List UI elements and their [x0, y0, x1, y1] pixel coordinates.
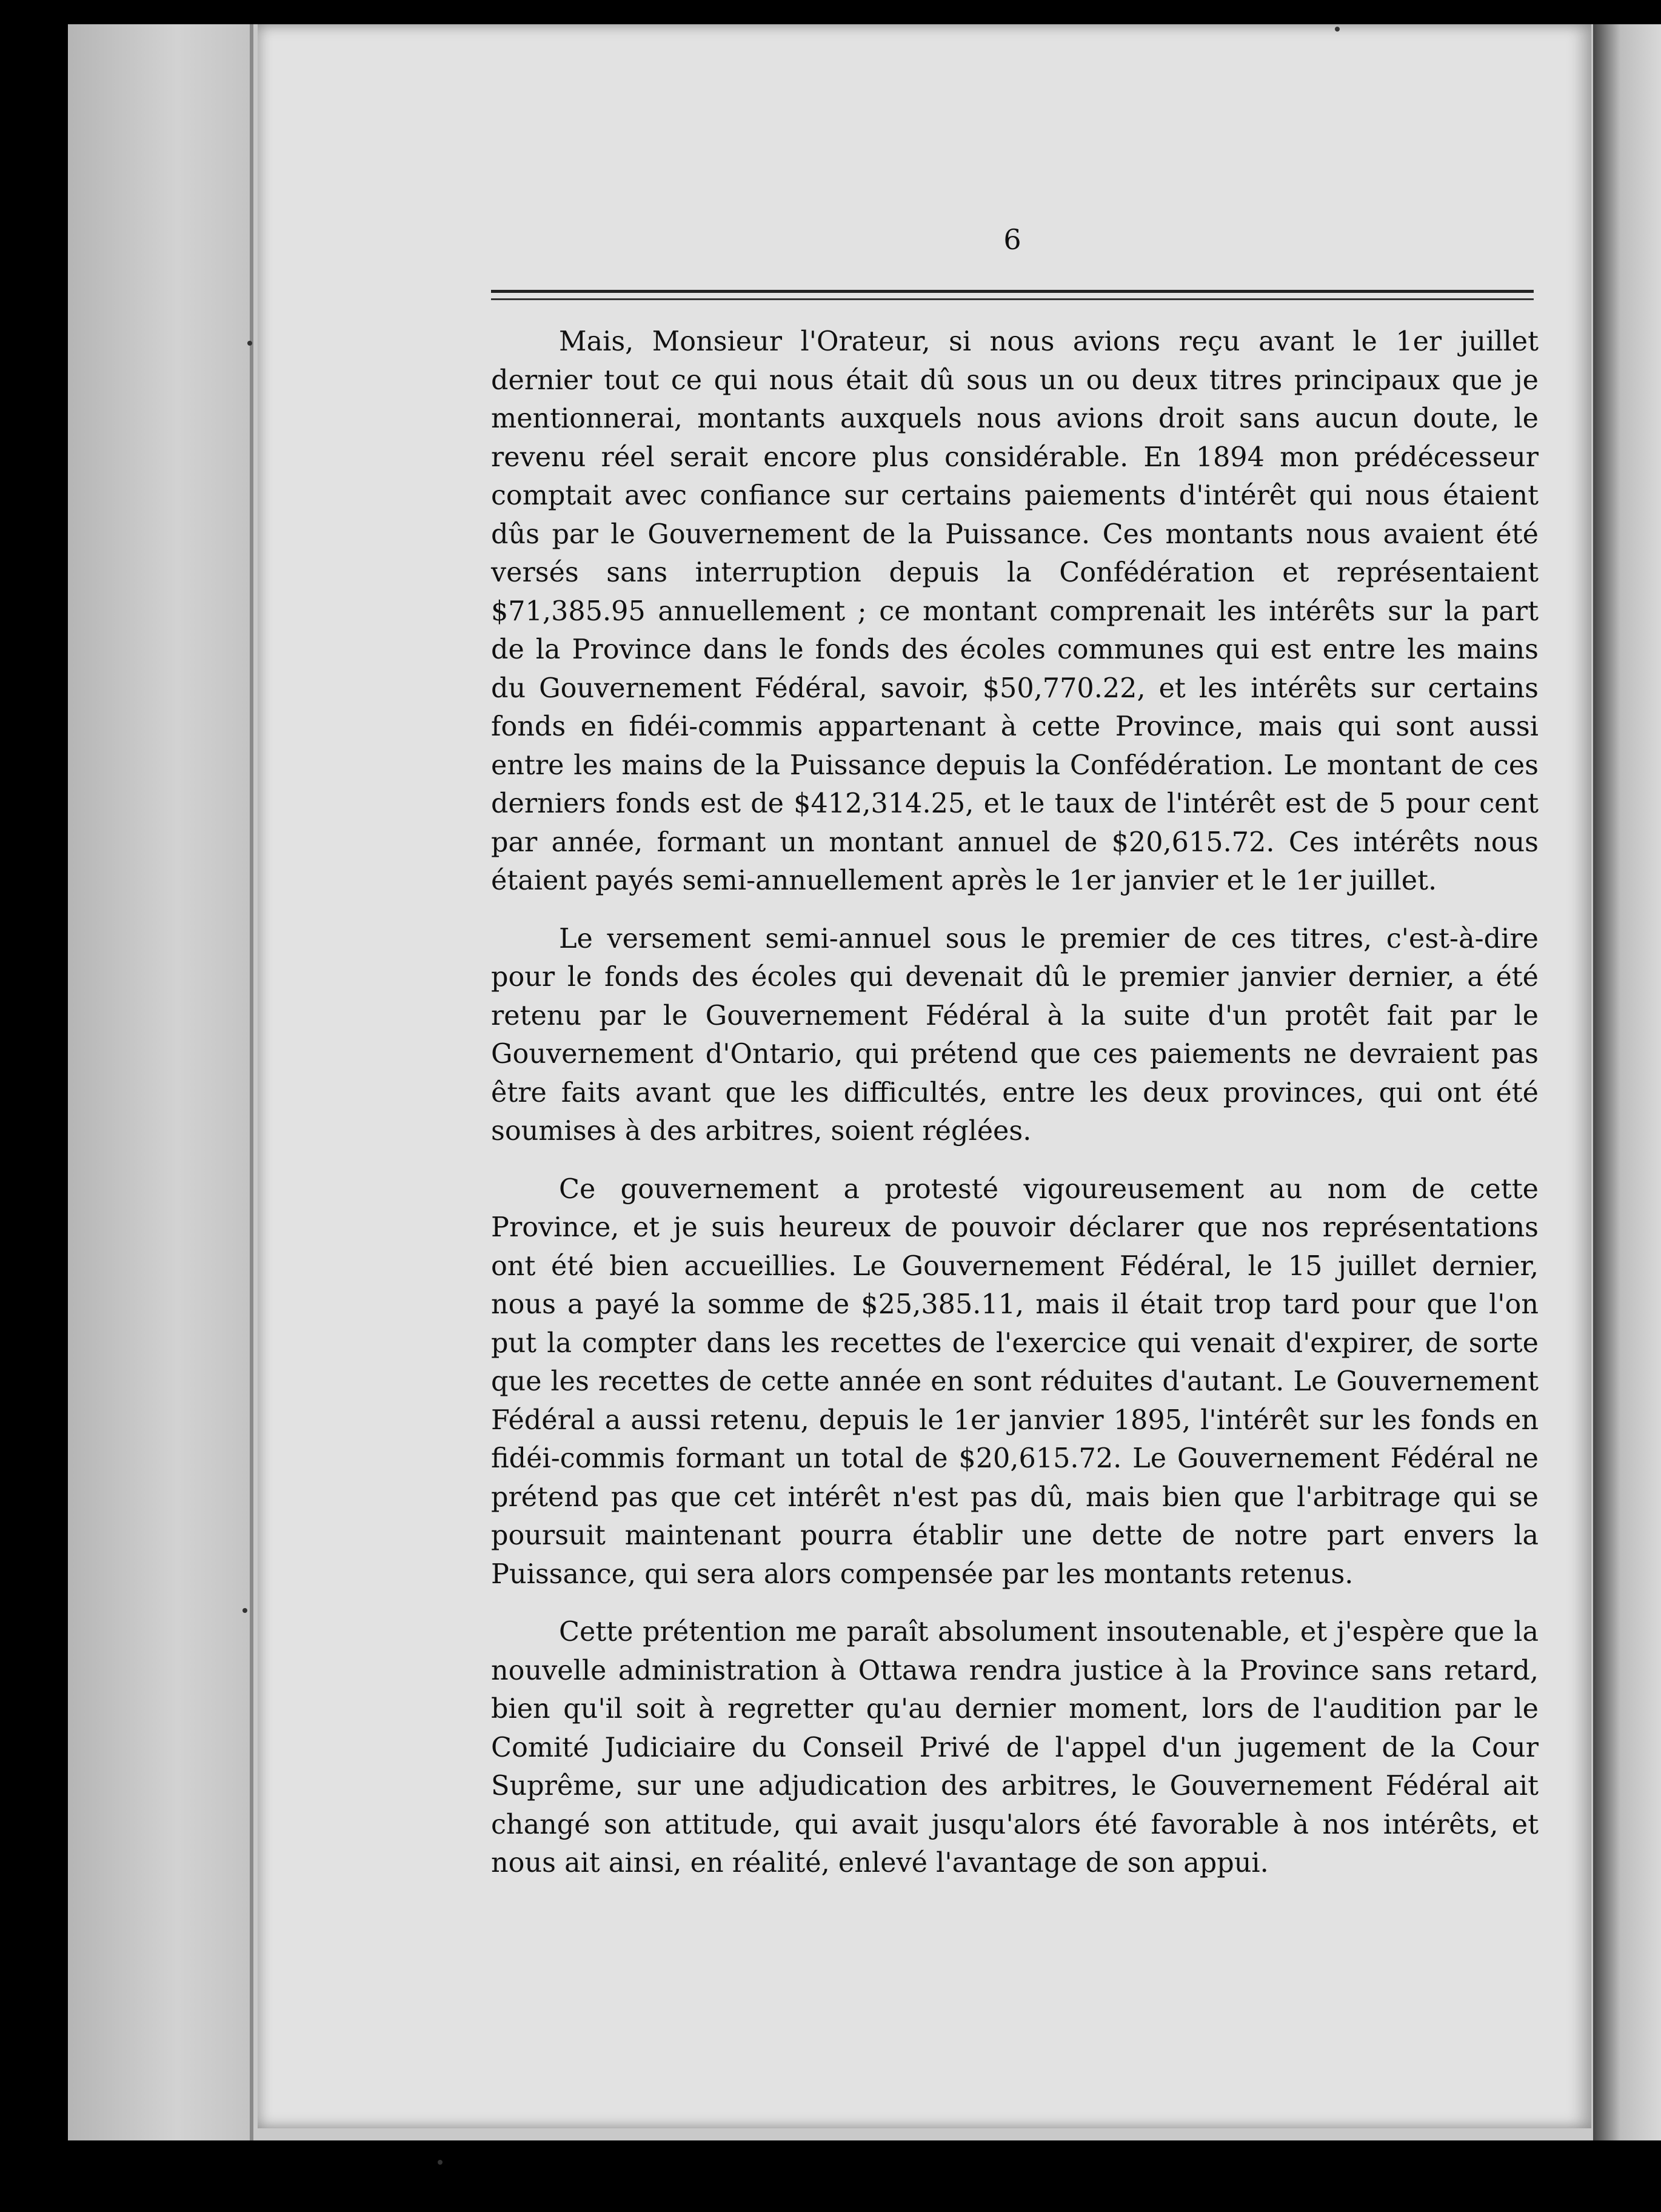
body-text	[491, 323, 1539, 1902]
scan-right-margin	[1593, 24, 1661, 2140]
paragraph-3: Ce gouvernement a protesté vigoureusement au nom de cette Province, et je suis heureux de pouvoir déclarer que nos représentations ont été bien accueillies. Le Gouvernement Fédéral, le 15 juillet dernier, nous a payé la somme de $25,385.11, mais il était trop tard pour que l'on put la compter dans les recettes de l'exercice qui venait d'expirer, de sorte que les recettes de cette année en sont réduites d'autant. Le Gouvernement Fédéral a aussi retenu, depuis le 1er janvier 1895, l'intérêt sur les fonds en fidéi-commis formant un total de $20,615.72. Le Gouvernement Fédéral ne prétend pas que cet intérêt n'est pas dû, mais bien que l'arbitrage qui se poursuit maintenant pourra établir une dette de notre part envers la Puissance, qui sera alors compensée par les montants retenus.	[491, 1173, 1539, 1590]
scan-speck	[242, 1608, 247, 1613]
scan-speck	[1335, 27, 1340, 32]
header-rule-thick	[491, 290, 1534, 293]
page-number: 6	[1003, 223, 1021, 256]
scan-speck	[438, 2160, 443, 2165]
scan-left-margin	[68, 24, 250, 2140]
header-rule-thin	[491, 298, 1534, 300]
scan-speck	[247, 341, 252, 346]
paragraph-4: Cette prétention me paraît absolument insoutenable, et j'espère que la nouvelle administration à Ottawa rendra justice à la Province sans retard, bien qu'il soit à regretter qu'au dernier moment, lors de l'audition par le Comité Judiciaire du Conseil Privé de l'appel d'un jugement de la Cour Suprême, sur une adjudication des arbitres, le Gouvernement Fédéral ait changé son attitude, qui avait jusqu'alors été favorable à nos intérêts, et nous ait ainsi, en réalité, enlevé l'avantage de son appui.	[491, 1617, 1539, 1879]
paragraph-2: Le versement semi-annuel sous le premier de ces titres, c'est-à-dire pour le fonds des écoles qui devenait dû le premier janvier dernier, a été retenu par le Gouvernement Fédéral à la suite d'un protêt fait par le Gouvernement d'Ontario, qui prétend que ces paiements ne devraient pas être faits avant que les difficultés, entre les deux provinces, qui ont été soumises à des arbitres, soient réglées.	[491, 923, 1539, 1147]
paragraph-1: Mais, Monsieur l'Orateur, si nous avions reçu avant le 1er juillet dernier tout ce qui nous était dû sous un ou deux titres principaux que je mentionnerai, montants auxquels nous avions droit sans aucun doute, le revenu réel serait encore plus considérable. En 1894 mon prédécesseur comptait avec confiance sur certains paiements d'intérêt qui nous étaient dûs par le Gouvernement de la Puissance. Ces montants nous avaient été versés sans interruption depuis la Confédération et représentaient $71,385.95 annuellement ; ce montant comprenait les intérêts sur la part de la Province dans le fonds des écoles communes qui est entre les mains du Gouvernement Fédéral, savoir, $50,770.22, et les intérêts sur certains fonds en fidéi-commis appartenant à cette Province, mais qui sont aussi entre les mains de la Puissance depuis la Confédération. Le montant de ces derniers fonds est de $412,314.25, et le taux de l'intérêt est de 5 pour cent par année, formant un montant annuel de $20,615.72. Ces intérêts nous étaient payés semi-annuellement après le 1er janvier et le 1er juillet.	[491, 326, 1539, 896]
